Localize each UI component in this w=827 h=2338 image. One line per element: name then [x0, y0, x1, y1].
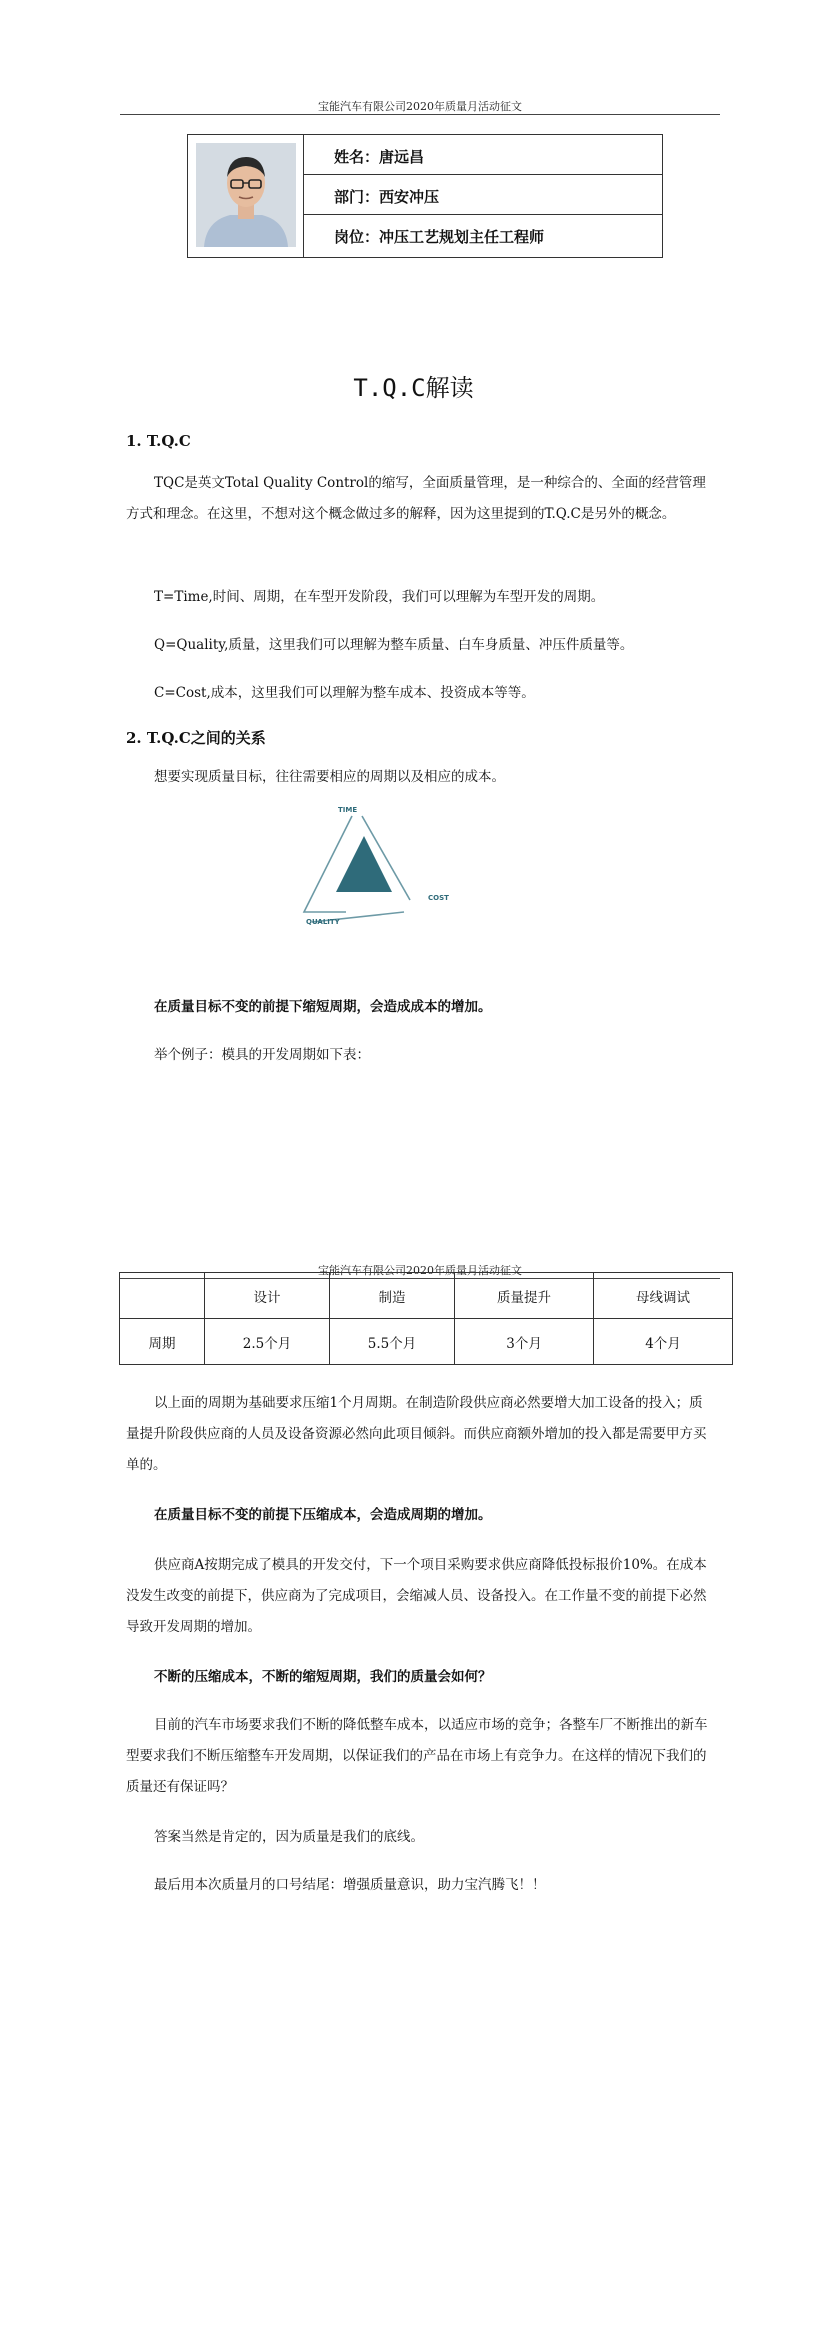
- bold-statement-3: 不断的压缩成本，不断的缩短周期，我们的质量会如何？: [154, 1669, 492, 1685]
- table-cell: 3个月: [455, 1319, 594, 1365]
- table-header-cell: 质量提升: [455, 1273, 594, 1319]
- table-row: [120, 1319, 733, 1365]
- table-row-label: 周期: [120, 1319, 205, 1365]
- table-header-cell: 母线调试: [594, 1273, 733, 1319]
- section-2-heading: 2. T.Q.C之间的关系: [126, 729, 266, 747]
- page-2-closing-slogan: 最后用本次质量月的口号结尾：增强质量意识，助力宝汽腾飞！！: [154, 1877, 546, 1893]
- page-2: [0, 1270, 827, 2338]
- author-profile-card: [187, 134, 663, 258]
- table-header-row: [120, 1273, 733, 1319]
- position-row: [304, 215, 662, 255]
- bold-statement-2: 在质量目标不变的前提下压缩成本，会造成周期的增加。: [154, 1507, 492, 1523]
- section-1-paragraph-1: TQC是英文Total Quality Control的缩写，全面质量管理，是一种综合的、全面的经营管理方式和理念。在这里，不想对这个概念做过多的解释，因为这里提到的T.Q.C是另外的概念。: [126, 475, 706, 522]
- name-row: [304, 135, 662, 175]
- section-1-paragraph-4: C=Cost,成本，这里我们可以理解为整车成本、投资成本等等。: [154, 685, 535, 701]
- table-header-cell: [120, 1273, 205, 1319]
- tqc-triangle-diagram: [300, 800, 460, 935]
- header-divider: [120, 114, 720, 115]
- section-2-paragraph-2: 举个例子：模具的开发周期如下表：: [154, 1047, 370, 1063]
- label-cost: COST: [428, 894, 449, 902]
- table-cell: 5.5个月: [330, 1319, 455, 1365]
- bold-statement-1: 在质量目标不变的前提下缩短周期，会造成成本的增加。: [154, 999, 492, 1015]
- section-2-paragraph-1: 想要实现质量目标，往往需要相应的周期以及相应的成本。: [154, 769, 505, 785]
- article-title: T.Q.C解读: [353, 374, 474, 402]
- page-2-paragraph-4: 答案当然是肯定的，因为质量是我们的底线。: [154, 1829, 424, 1845]
- author-name: 姓名：唐远昌: [334, 148, 425, 166]
- table-header-cell: 设计: [205, 1273, 330, 1319]
- section-1-paragraph-2: T=Time,时间、周期，在车型开发阶段，我们可以理解为车型开发的周期。: [154, 589, 605, 605]
- page-2-paragraph-1: 以上面的周期为基础要求压缩1个月周期。在制造阶段供应商必然要增大加工设备的投入；质量提升阶段供应商的人员及设备资源必然向此项目倾斜。而供应商额外增加的投入都是需要甲方买单的。: [126, 1395, 707, 1473]
- mold-development-period-table: [119, 1272, 733, 1365]
- section-1-heading: 1. T.Q.C: [126, 432, 191, 450]
- page-2-paragraph-3: 目前的汽车市场要求我们不断的降低整车成本，以适应市场的竞争；各整车厂不断推出的新车型要求我们不断压缩整车开发周期，以保证我们的产品在市场上有竞争力。在这样的情况下我们的质量还有保证吗？: [126, 1717, 708, 1795]
- page-2-paragraph-2: 供应商A按期完成了模具的开发交付，下一个项目采购要求供应商降低投标报价10%。在成本没发生改变的前提下，供应商为了完成项目，会缩减人员、设备投入。在工作量不变的前提下必然导致开发周期的增加。: [126, 1557, 707, 1635]
- triangle-core: [336, 836, 392, 892]
- author-photo: [196, 143, 296, 247]
- label-time: TIME: [338, 806, 358, 814]
- page-2-header: 宝能汽车有限公司2020年质量月活动征文: [318, 1264, 522, 1277]
- author-position: 岗位：冲压工艺规划主任工程师: [334, 228, 545, 246]
- section-1-paragraph-3: Q=Quality,质量，这里我们可以理解为整车质量、白车身质量、冲压件质量等。: [154, 637, 634, 653]
- photo-cell: [188, 135, 304, 257]
- table-cell: 2.5个月: [205, 1319, 330, 1365]
- department-row: [304, 175, 662, 215]
- label-quality: QUALITY: [306, 918, 340, 926]
- page-header: 宝能汽车有限公司2020年质量月活动征文: [318, 100, 522, 113]
- table-cell: 4个月: [594, 1319, 733, 1365]
- author-department: 部门：西安冲压: [334, 188, 440, 206]
- table-header-cell: 制造: [330, 1273, 455, 1319]
